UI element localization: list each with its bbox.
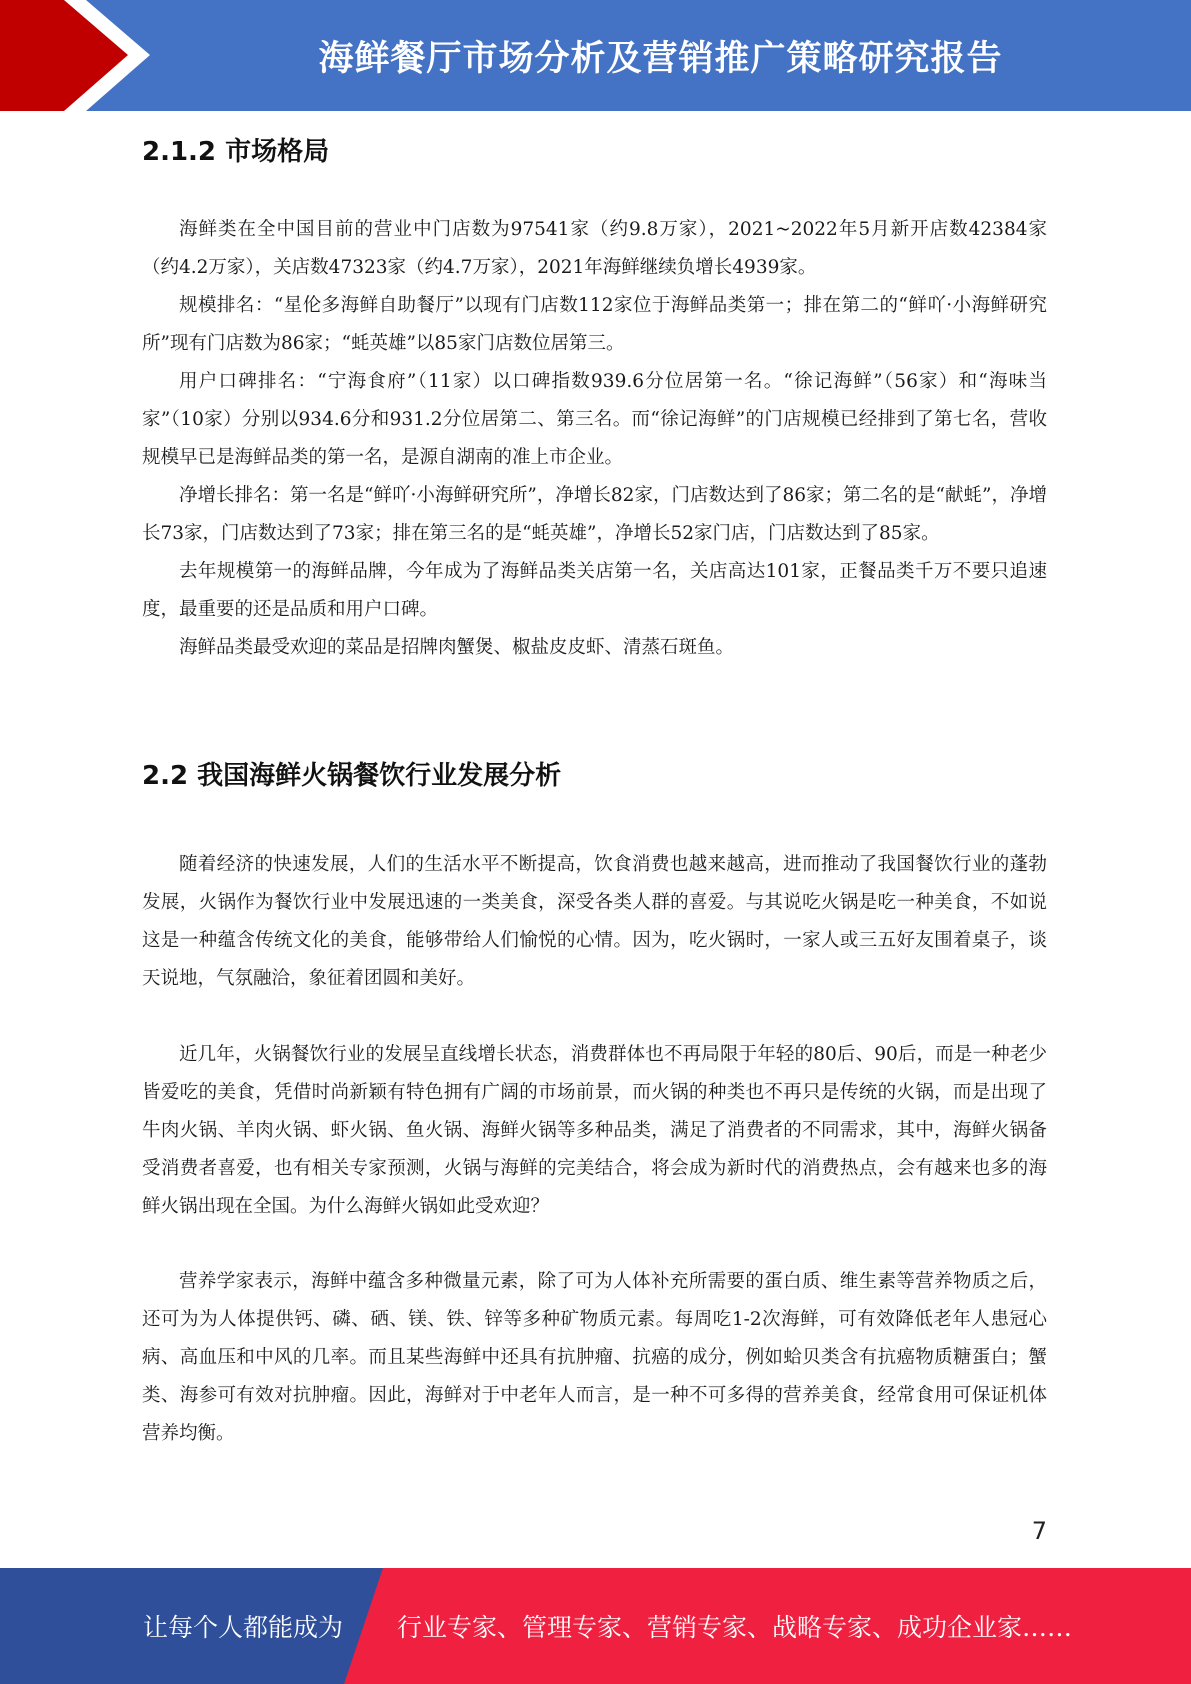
section-2-2-body-1 [142,846,1047,998]
paragraph: 用户口碑排名：“宁海食府”（11家）以口碑指数939.6分位居第一名。“徐记海鲜”（56家）和“海味当家”（10家）分别以934.6分和931.2分位居第二、第三名。而“徐记海鲜”的门店规模已经排到了第七名，营收规模早已是海鲜品类的第一名，是源自湖南的准上市企业。 [142,371,1047,468]
section-heading-2-1-2: 2.1.2 市场格局 [142,137,330,167]
report-title: 海鲜餐厅市场分析及营销推广策略研究报告 [318,38,1003,79]
section-2-2-body-2 [142,1036,1047,1226]
paragraph: 净增长排名：第一名是“鲜吖·小海鲜研究所”，净增长82家，门店数达到了86家；第二名的是“献蚝”，净增长73家，门店数达到了73家；排在第三名的是“蚝英雄”，净增长52家门店，门店数达到了85家。 [142,485,1047,544]
paragraph: 去年规模第一的海鲜品牌，今年成为了海鲜品类关店第一名，关店高达101家，正餐品类千万不要只追速度，最重要的还是品质和用户口碑。 [142,561,1047,620]
page-number: 7 [1031,1517,1047,1545]
section-2-2-body-3 [142,1263,1047,1453]
paragraph: 海鲜品类最受欢迎的菜品是招牌肉蟹煲、椒盐皮皮虾、清蒸石斑鱼。 [179,637,735,658]
section-2-1-2-body [142,211,1047,667]
footer-slogan-right: 行业专家、管理专家、营销专家、战略专家、成功企业家…… [397,1613,1073,1642]
section-heading-2-2: 2.2 我国海鲜火锅餐饮行业发展分析 [142,761,562,791]
page-footer [0,1568,1191,1684]
page-header [0,0,1191,111]
paragraph: 规模排名：“星伦多海鲜自助餐厅”以现有门店数112家位于海鲜品类第一；排在第二的“鲜吖·小海鲜研究所”现有门店数为86家；“蚝英雄”以85家门店数位居第三。 [142,295,1047,354]
footer-slogan-left: 让每个人都能成为 [143,1613,344,1642]
paragraph: 近几年，火锅餐饮行业的发展呈直线增长状态，消费群体也不再局限于年轻的80后、90后，而是一种老少皆爱吃的美食，凭借时尚新颖有特色拥有广阔的市场前景，而火锅的种类也不再只是传统的火锅，而是出现了牛肉火锅、羊肉火锅、虾火锅、鱼火锅、海鲜火锅等多种品类，满足了消费者的不同需求，其中，海鲜火锅备受消费者喜爱，也有相关专家预测，火锅与海鲜的完美结合，将会成为新时代的消费热点，会有越来也多的海鲜火锅出现在全国。为什么海鲜火锅如此受欢迎？ [142,1044,1047,1217]
paragraph: 随着经济的快速发展，人们的生活水平不断提高，饮食消费也越来越高，进而推动了我国餐饮行业的蓬勃发展，火锅作为餐饮行业中发展迅速的一类美食，深受各类人群的喜爱。与其说吃火锅是吃一种美食，不如说这是一种蕴含传统文化的美食，能够带给人们愉悦的心情。因为，吃火锅时，一家人或三五好友围着桌子，谈天说地，气氛融洽，象征着团圆和美好。 [142,854,1047,989]
paragraph: 海鲜类在全中国目前的营业中门店数为97541家（约9.8万家），2021~2022年5月新开店数42384家（约4.2万家），关店数47323家（约4.7万家），2021年海鲜继续负增长4939家。 [142,219,1047,278]
paragraph: 营养学家表示，海鲜中蕴含多种微量元素，除了可为人体补充所需要的蛋白质、维生素等营养物质之后，还可为为人体提供钙、磷、硒、镁、铁、锌等多种矿物质元素。每周吃1-2次海鲜，可有效降低老年人患冠心病、高血压和中风的几率。而且某些海鲜中还具有抗肿瘤、抗癌的成分，例如蛤贝类含有抗癌物质糖蛋白；蟹类、海参可有效对抗肿瘤。因此，海鲜对于中老年人而言，是一种不可多得的营养美食，经常食用可保证机体营养均衡。 [142,1271,1047,1444]
